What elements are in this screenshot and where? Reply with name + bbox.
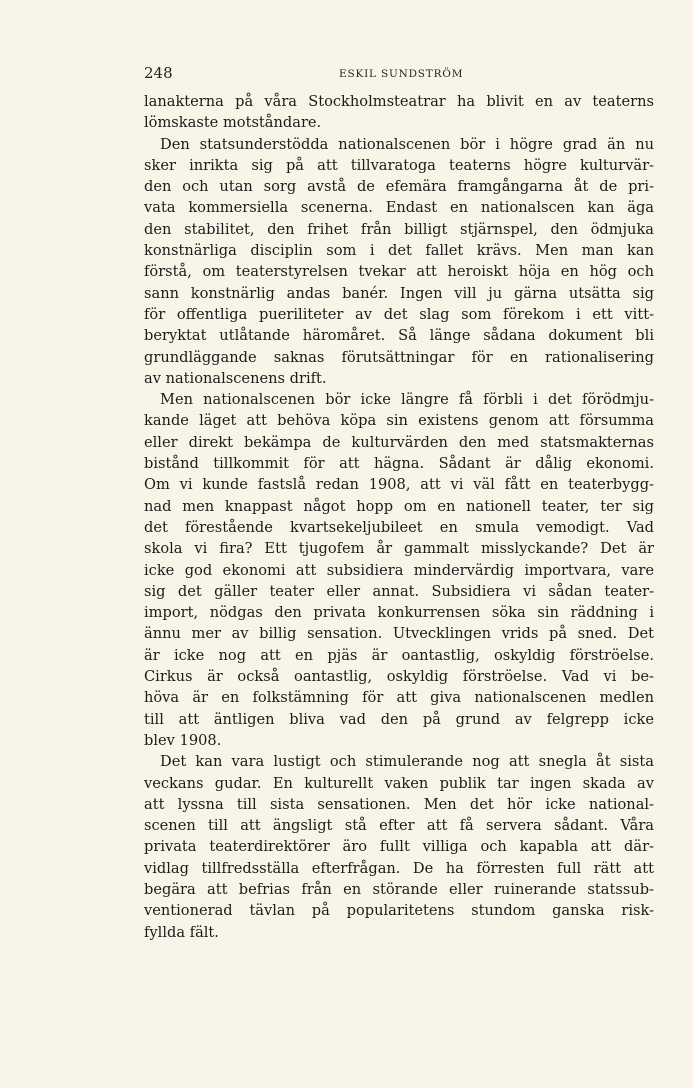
text-line: den och utan sorg avstå de efemära framgångarna åt de pri-	[144, 178, 654, 196]
page-header	[144, 64, 554, 86]
text-line: skola vi fira? Ett tjugofem år gammalt misslyckande? Det är	[144, 540, 654, 558]
text-line: sig det gäller teater eller annat. Subsidiera vi sådan teater-	[144, 582, 654, 600]
text-line: Det kan vara lustigt och stimulerande nog att snegla åt sista	[160, 753, 654, 771]
text-line: icke god ekonomi att subsidiera mindervärdig importvara, vare	[144, 561, 654, 579]
text-line: Om vi kunde fastslå redan 1908, att vi väl fått en teaterbygg-	[144, 476, 654, 494]
text-line: att lyssna till sista sensationen. Men det hör icke national-	[144, 795, 654, 813]
paragraph	[144, 134, 654, 390]
text-line: vata kommersiella scenerna. Endast en nationalscen kan äga	[144, 199, 654, 217]
paragraph	[144, 389, 654, 751]
text-line: Cirkus är också oantastlig, oskyldig förströelse. Vad vi be-	[144, 668, 654, 686]
text-line: privata teaterdirektörer äro fullt villiga och kapabla att där-	[144, 838, 654, 856]
page-number: 248	[144, 64, 173, 82]
text-line: för offentliga pueriliteter av det slag som förekom i ett vitt-	[144, 305, 654, 323]
text-line: grundläggande saknas förutsättningar för en rationalisering	[144, 348, 654, 366]
text-line: fyllda fält.	[144, 923, 219, 941]
text-line: import, nödgas den privata konkurrensen söka sin räddning i	[144, 604, 654, 622]
text-line: sker inrikta sig på att tillvaratoga teaterns högre kulturvär-	[144, 156, 654, 174]
paragraph	[144, 751, 654, 943]
text-line: är icke nog att en pjäs är oantastlig, oskyldig förströelse.	[144, 646, 654, 664]
text-line: Men nationalscenen bör icke längre få förbli i det förödmju-	[160, 391, 654, 409]
text-line: ännu mer av billig sensation. Utvecklingen vrids på sned. Det	[144, 625, 654, 643]
text-line: förstå, om teaterstyrelsen tvekar att heroiskt höja en hög och	[144, 263, 654, 281]
text-line: veckans gudar. En kulturellt vaken publik tar ingen skada av	[144, 774, 654, 792]
text-line: scenen till att ängsligt stå efter att få servera sådant. Våra	[144, 817, 654, 835]
text-line: beryktat utlåtande häromåret. Så länge sådana dokument bli	[144, 327, 654, 345]
text-line: nad men knappast något hopp om en nationell teater, ter sig	[144, 497, 654, 515]
text-line: vidlag tillfredsställa efterfrågan. De ha förresten full rätt att	[144, 859, 654, 877]
text-line: eller direkt bekämpa de kulturvärden den med statsmakternas	[144, 433, 654, 451]
body-text	[144, 91, 654, 943]
text-line: höva är en folkstämning för att giva nationalscenen medlen	[144, 689, 654, 707]
text-line: sann konstnärlig andas banér. Ingen vill ju gärna utsätta sig	[144, 284, 654, 302]
running-head: ESKIL SUNDSTRÖM	[339, 68, 464, 80]
text-line: ventionerad tävlan på popularitetens stundom ganska risk-	[144, 902, 654, 920]
text-line: kande läget att behöva köpa sin existens genom att försumma	[144, 412, 654, 430]
text-line: lömskaste motståndare.	[144, 114, 322, 132]
text-line: begära att befrias från en störande eller ruinerande statssub-	[144, 880, 654, 898]
text-line: av nationalscenens drift.	[144, 369, 327, 387]
text-line: Den statsunderstödda nationalscenen bör i högre grad än nu	[160, 135, 654, 153]
text-line: den stabilitet, den frihet från billigt stjärnspel, den ödmjuka	[144, 220, 654, 238]
text-line: lanakterna på våra Stockholmsteatrar ha blivit en av teaterns	[144, 93, 654, 110]
text-line: det förestående kvartsekeljubileet en smula vemodigt. Vad	[144, 518, 654, 536]
paragraph	[144, 91, 654, 134]
text-line: bistånd tillkommit för att hägna. Sådant är dålig ekonomi.	[144, 455, 654, 473]
text-line: konstnärliga disciplin som i det fallet krävs. Men man kan	[144, 242, 654, 260]
text-line: till att äntligen bliva vad den på grund av felgrepp icke	[144, 710, 654, 728]
text-line: blev 1908.	[144, 731, 222, 749]
